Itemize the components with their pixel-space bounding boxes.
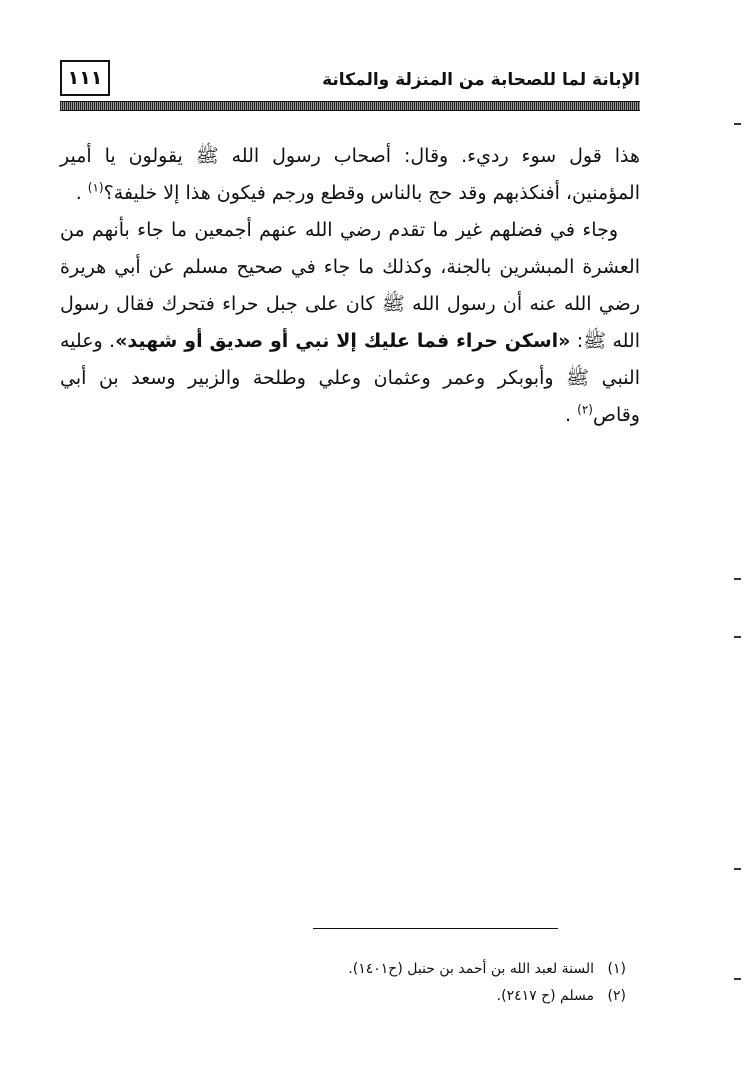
running-title: الإبانة لما للصحابة من المنزلة والمكانة [322,70,640,90]
paragraph-2-text-after: . وعليه النبي ﷺ وأبوبكر وعمر وعثمان وعلي وطلحة والزبير وسعد بن أبي وقاص [60,330,640,426]
paragraph-2-text-before: وجاء في فضلهم غير ما تقدم رضي الله عنهم أجمعين ما جاء بأنهم من العشرة المبشرين بالجنة، وكذلك ما جاء في صحيح مسلم عن أبي هريرة رضي الله عنه أن رسول الله ﷺ كان على جبل حراء فتحرك فقال رسول الله ﷺ: [60,219,640,352]
footnote-ref-2[interactable]: (٢) [577,402,593,417]
page-number: ١١١ [60,60,110,96]
paragraph-2 [60,212,640,434]
main-text [60,138,640,434]
paragraph-2-end: . [565,404,572,426]
footnote-number: (١) [607,961,626,977]
footnotes [60,956,626,1010]
footnote-number: (٢) [607,988,626,1004]
page-header [60,60,640,104]
header-rule [60,101,640,111]
scan-mark [734,578,741,580]
paragraph-1 [60,138,640,212]
footnote-ref-1[interactable]: (١) [87,180,104,195]
footnote-text: السنة لعبد الله بن أحمد بن حنبل (ح١٤٠١). [348,961,594,977]
scan-mark [734,636,741,638]
paragraph-1-end: . [75,182,82,204]
scan-mark [734,978,741,980]
paragraph-1-text: هذا قول سوء رديء. وقال: أصحاب رسول الله ﷺ يقولون يا أمير المؤمنين، أفنكذبهم وقد حج بالناس وقطع ورجم فيكون هذا إلا خليفة؟ [60,145,640,204]
footnote-text: مسلم (ح ٢٤١٧). [496,988,594,1004]
scan-mark [734,123,741,125]
scan-mark [734,868,741,870]
footnote-item [60,956,626,983]
footnote-item [60,983,626,1010]
footnote-separator [313,928,558,929]
hadith-quote: «اسكن حراء فما عليك إلا نبي أو صديق أو شهيد» [115,330,571,352]
